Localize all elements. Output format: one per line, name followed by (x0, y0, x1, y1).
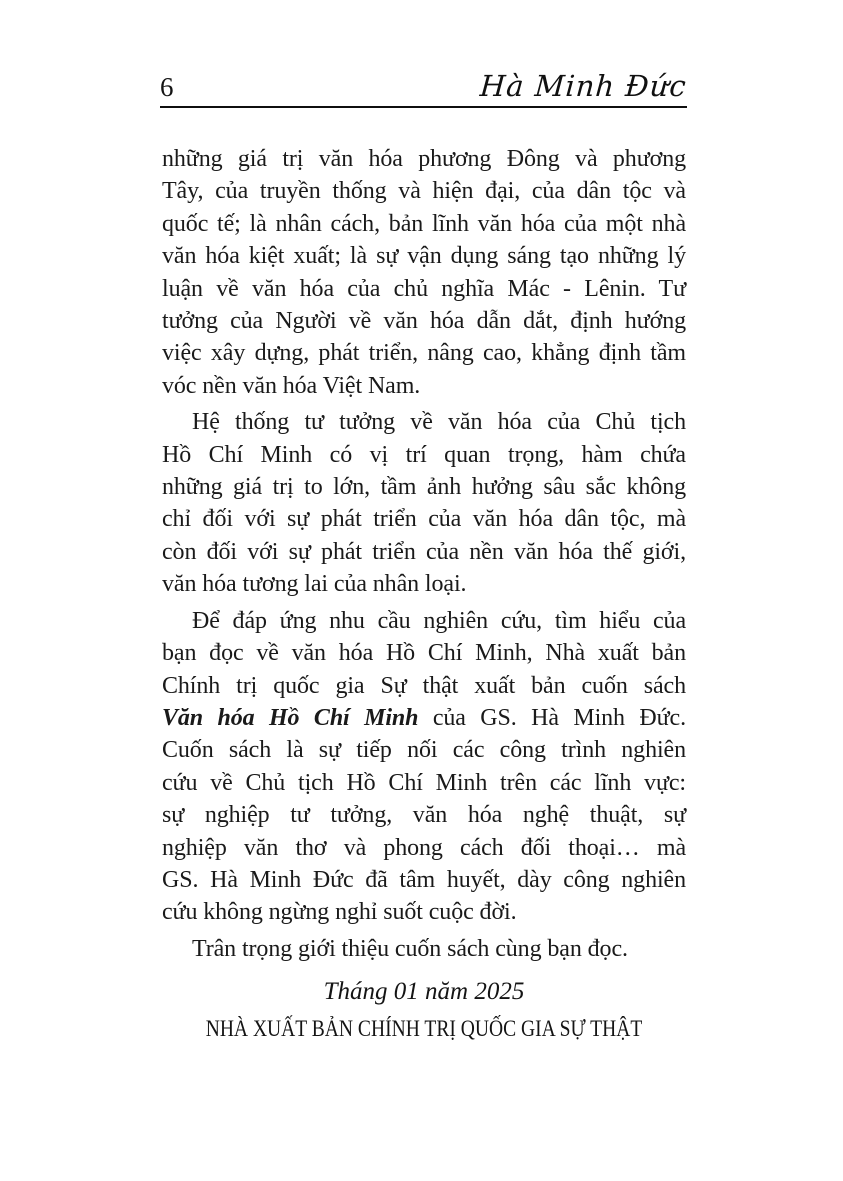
text-line: Để đáp ứng nhu cầu nghiên cứu, tìm hiểu của (192, 607, 686, 634)
text-line: Hồ Chí Minh có vị trí quan trọng, hàm chứa (162, 441, 686, 468)
text-line: nghiệp văn thơ và phong cách đối thoại… mà (162, 834, 686, 861)
text-line: cứu không ngừng nghỉ suốt cuộc đời. (162, 899, 517, 926)
text-line: việc xây dựng, phát triển, nâng cao, khẳng định tầm (162, 340, 686, 367)
text-line: Hệ thống tư tưởng về văn hóa của Chủ tịch (192, 409, 686, 436)
paragraph-1 (162, 143, 686, 402)
text-line: văn hóa tương lai của nhân loại. (162, 571, 467, 598)
text-line: chỉ đối với sự phát triển của văn hóa dân tộc, mà (162, 506, 686, 533)
text-line: những giá trị văn hóa phương Đông và phương (162, 146, 686, 172)
text-line: cứu về Chủ tịch Hồ Chí Minh trên các lĩnh vực: (162, 769, 686, 796)
text-line: tưởng của Người về văn hóa dẫn dắt, định hướng (162, 308, 686, 335)
text-line: Tây, của truyền thống và hiện đại, của dân tộc và (162, 178, 686, 205)
page-body-text (162, 143, 686, 969)
text-line: còn đối với sự phát triển của nền văn hóa thế giới, (162, 538, 686, 565)
text-line: những giá trị to lớn, tầm ảnh hưởng sâu sắc không (162, 474, 686, 501)
text-line: vóc nền văn hóa Việt Nam. (162, 372, 421, 399)
paragraph-4 (162, 933, 686, 965)
page-number: 6 (160, 72, 174, 102)
text-line: luận về văn hóa của chủ nghĩa Mác - Lênin. Tư (162, 275, 686, 302)
book-title: Văn hóa Hồ Chí Minh (162, 704, 419, 731)
book-title-line-rest: của GS. Hà Minh Đức. (432, 704, 686, 731)
running-header (160, 69, 689, 108)
signoff-block (162, 975, 686, 1047)
text-line: Cuốn sách là sự tiếp nối các công trình nghiên (162, 737, 686, 764)
text-line: văn hóa kiệt xuất; là sự vận dụng sáng tạo những lý (162, 243, 686, 270)
text-line-with-book-title (162, 702, 686, 734)
text-line: quốc tế; là nhân cách, bản lĩnh văn hóa của một nhà (162, 210, 686, 237)
signoff-publisher: NHÀ XUẤT BẢN CHÍNH TRỊ QUỐC GIA SỰ THẬT (205, 1016, 643, 1041)
text-line: GS. Hà Minh Đức đã tâm huyết, dày công nghiên (162, 866, 686, 893)
signoff-date: Tháng 01 năm 2025 (323, 978, 525, 1005)
running-head-author: Hà Minh Đức (479, 69, 689, 103)
paragraph-2 (162, 406, 686, 600)
paragraph-3 (162, 605, 686, 929)
text-line: sự nghiệp tư tưởng, văn hóa nghệ thuật, sự (162, 802, 686, 829)
text-line: Chính trị quốc gia Sự thật xuất bản cuốn sách (162, 672, 686, 699)
text-line: Trân trọng giới thiệu cuốn sách cùng bạn đọc. (192, 935, 628, 962)
text-line: bạn đọc về văn hóa Hồ Chí Minh, Nhà xuất bản (162, 640, 686, 667)
